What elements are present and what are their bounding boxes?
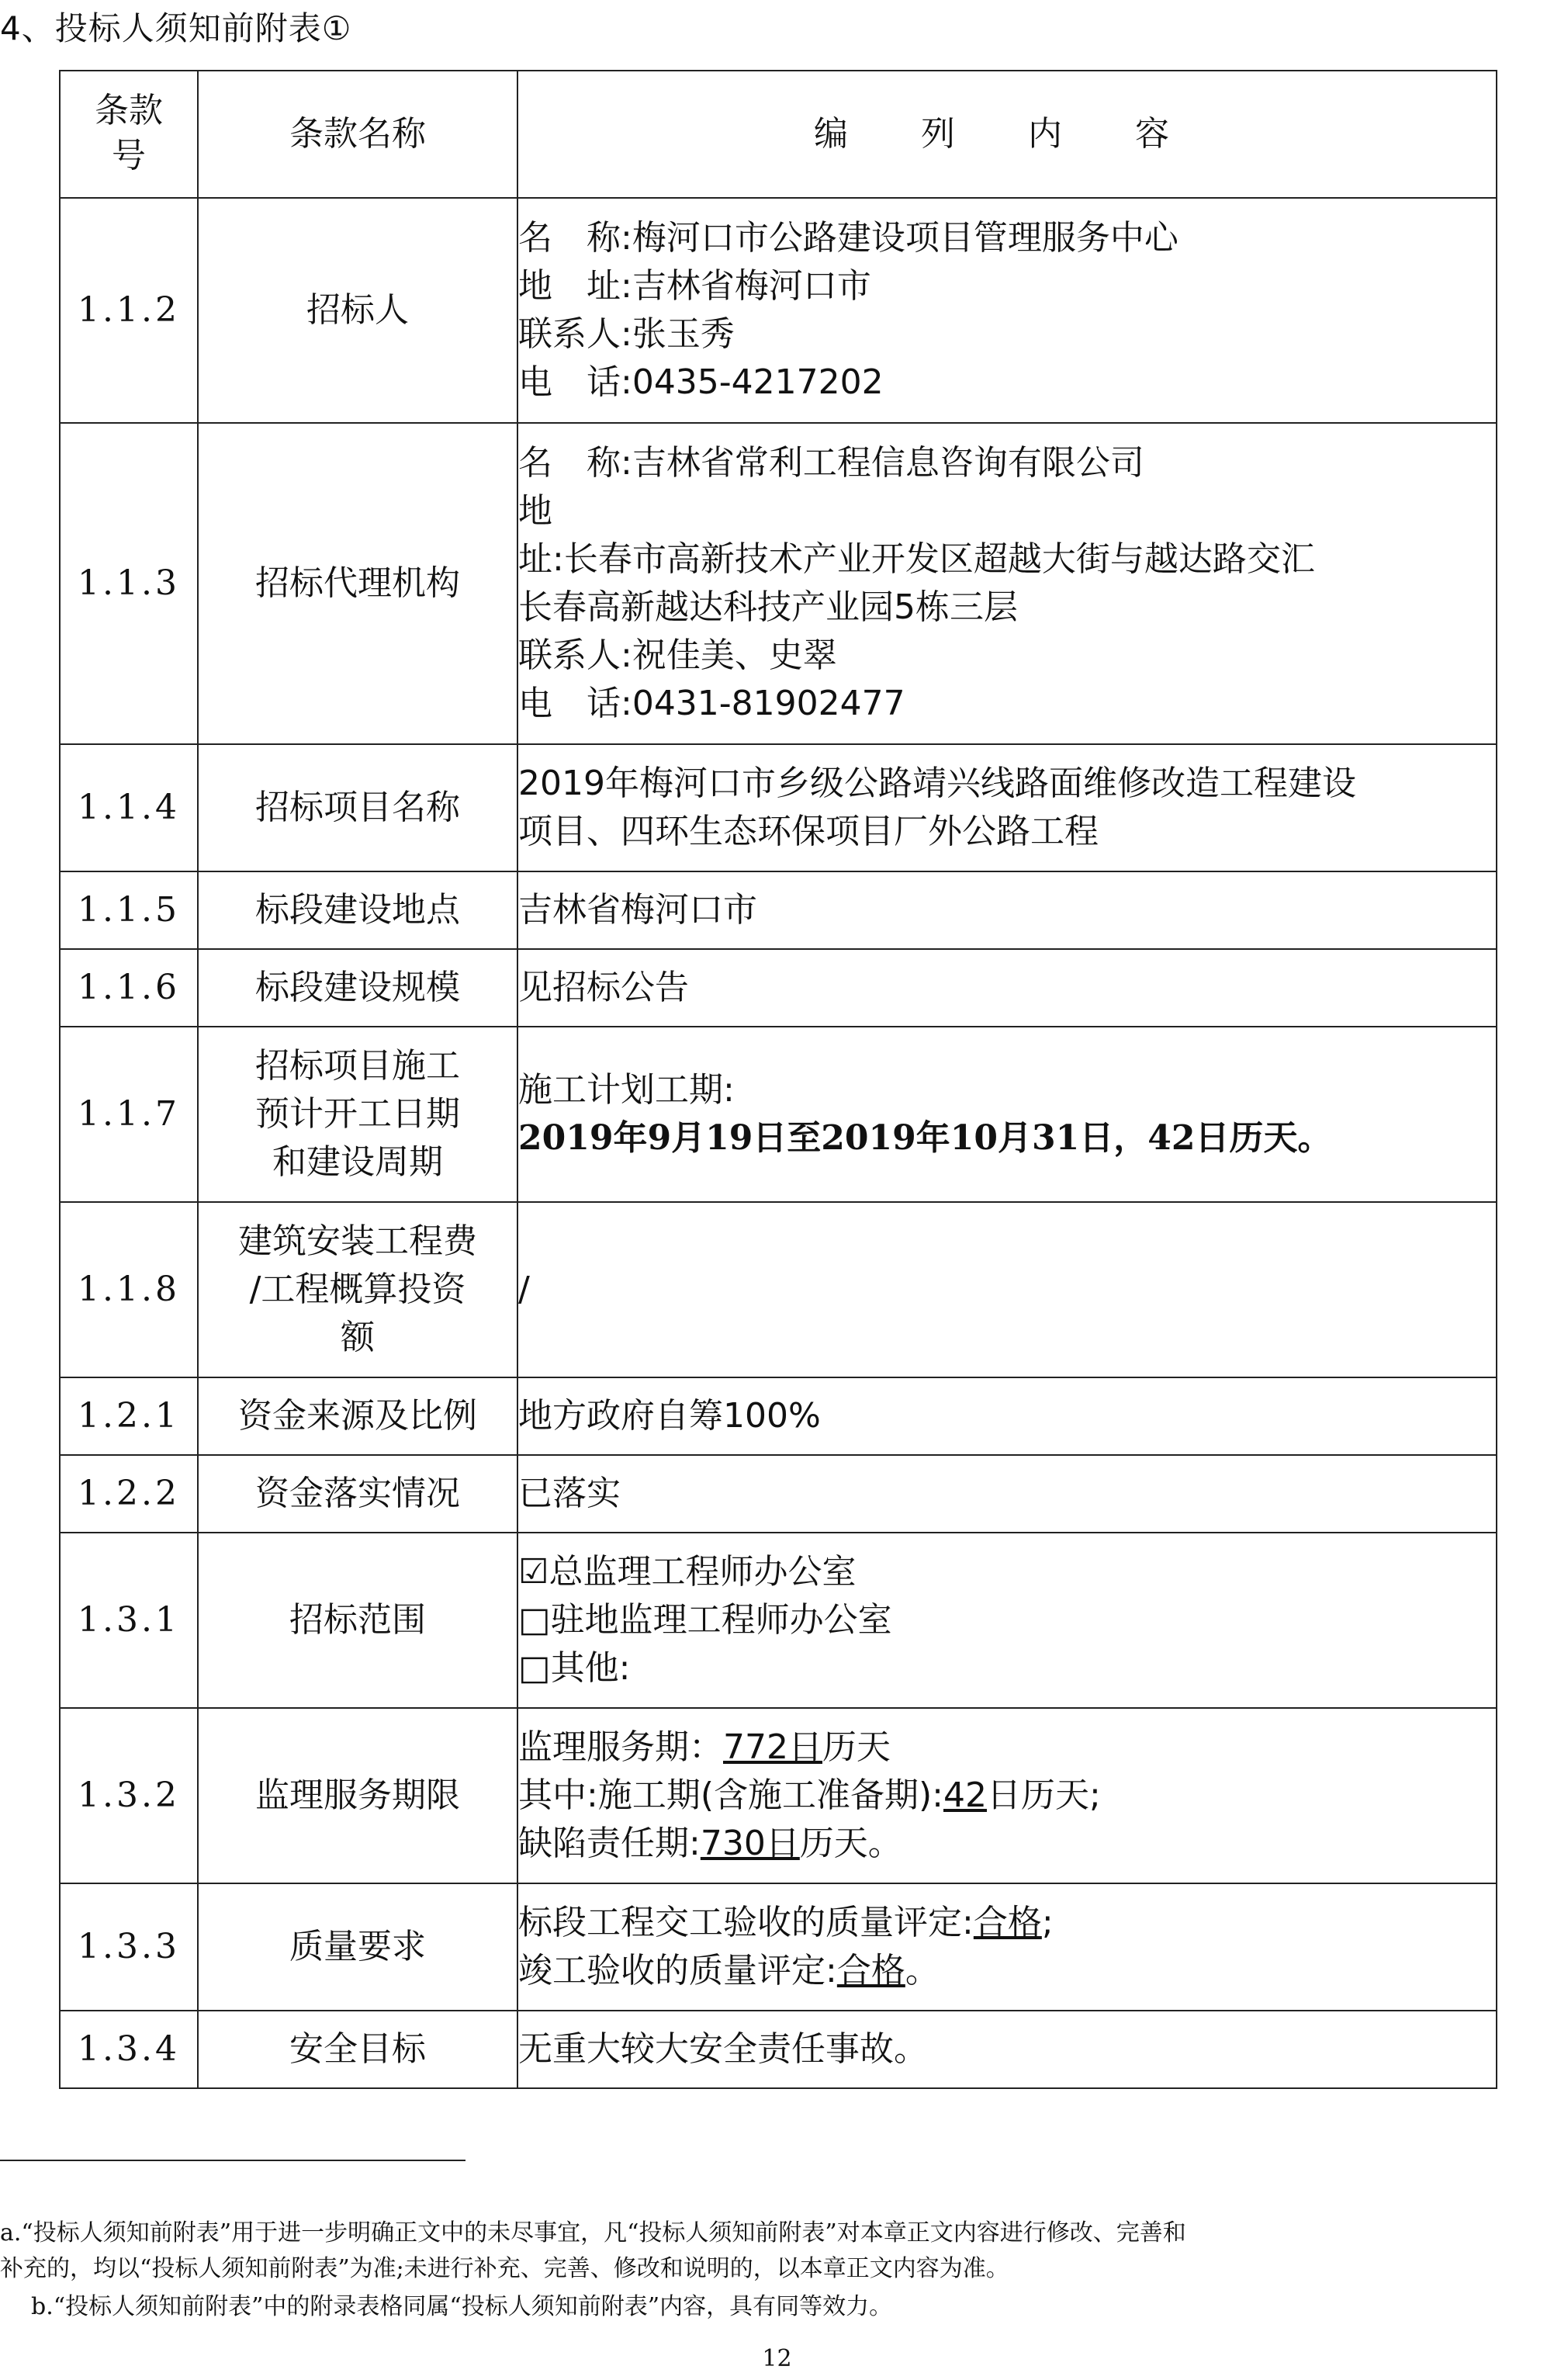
table-row bbox=[60, 1883, 1497, 2011]
header-clause-name: 条款名称 bbox=[198, 71, 517, 198]
clause-content: / bbox=[517, 1202, 1497, 1377]
table-row bbox=[60, 949, 1497, 1027]
clause-name: 资金落实情况 bbox=[198, 1455, 517, 1533]
table-row bbox=[60, 198, 1497, 423]
clause-no: 1.2.2 bbox=[60, 1455, 198, 1533]
service-days: 772日 bbox=[723, 1727, 822, 1767]
clause-name: 安全目标 bbox=[198, 2011, 517, 2088]
clause-no: 1.1.4 bbox=[60, 744, 198, 871]
clause-no: 1.1.8 bbox=[60, 1202, 198, 1377]
clause-name: 招标项目施工 预计开工日期 和建设周期 bbox=[198, 1027, 517, 1202]
clause-name: 招标人 bbox=[198, 198, 517, 423]
clause-name: 监理服务期限 bbox=[198, 1708, 517, 1883]
footnote-a-line2: 补充的，均以“投标人须知前附表”为准;未进行补充、完善、修改和说明的，以本章正文内容为准。 bbox=[0, 2255, 1009, 2282]
checkbox-resident-supervisor: □驻地监理工程师办公室 bbox=[518, 1600, 892, 1640]
table-row bbox=[60, 1708, 1497, 1883]
clause-name: 招标项目名称 bbox=[198, 744, 517, 871]
table-header-row bbox=[60, 71, 1497, 198]
header-content: 编 列 内 容 bbox=[517, 71, 1497, 198]
table-row bbox=[60, 423, 1497, 744]
footnote-b: b.“投标人须知前附表”中的附录表格同属“投标人须知前附表”内容，具有同等效力。 bbox=[31, 2293, 893, 2320]
clause-content bbox=[517, 1533, 1497, 1708]
clause-no: 1.3.3 bbox=[60, 1883, 198, 2011]
bidder-instructions-table bbox=[59, 70, 1497, 2089]
clause-name: 质量要求 bbox=[198, 1883, 517, 2011]
header-clause-no: 条款号 bbox=[60, 71, 198, 198]
table-row bbox=[60, 871, 1497, 949]
table-row bbox=[60, 2011, 1497, 2088]
clause-name: 招标范围 bbox=[198, 1533, 517, 1708]
clause-no: 1.3.2 bbox=[60, 1708, 198, 1883]
clause-content: 地方政府自筹100% bbox=[517, 1377, 1497, 1455]
clause-content: 标段工程交工验收的质量评定:合格; 竣工验收的质量评定:合格。 bbox=[517, 1883, 1497, 2011]
defect-days: 730日 bbox=[700, 1824, 800, 1863]
clause-content: 已落实 bbox=[517, 1455, 1497, 1533]
clause-no: 1.1.6 bbox=[60, 949, 198, 1027]
clause-no: 1.3.4 bbox=[60, 2011, 198, 2088]
clause-content: 2019年梅河口市乡级公路靖兴线路面维修改造工程建设 项目、四环生态环保项目厂外公路工程 bbox=[517, 744, 1497, 871]
table-row bbox=[60, 1533, 1497, 1708]
clause-no: 1.1.2 bbox=[60, 198, 198, 423]
page-heading: 4、投标人须知前附表① bbox=[0, 9, 352, 47]
footnote-a-line1: a.“投标人须知前附表”用于进一步明确正文中的未尽事宜，凡“投标人须知前附表”对本章正文内容进行修改、完善和 bbox=[0, 2219, 1186, 2247]
construction-period: 2019年9月19日至2019年10月31日，42日历天。 bbox=[518, 1118, 1332, 1158]
clause-name: 标段建设地点 bbox=[198, 871, 517, 949]
clause-no: 1.2.1 bbox=[60, 1377, 198, 1455]
table-row bbox=[60, 1202, 1497, 1377]
table-row bbox=[60, 1377, 1497, 1455]
clause-name: 标段建设规模 bbox=[198, 949, 517, 1027]
clause-content: 名 称:吉林省常利工程信息咨询有限公司 地 址:长春市高新技术产业开发区超越大街与越达路交汇 长春高新越达科技产业园5栋三层 联系人:祝佳美、史翠 电 话:0431-81902477 bbox=[517, 423, 1497, 744]
clause-name: 招标代理机构 bbox=[198, 423, 517, 744]
clause-no: 1.1.7 bbox=[60, 1027, 198, 1202]
clause-content: 施工计划工期: 2019年9月19日至2019年10月31日，42日历天。 bbox=[517, 1027, 1497, 1202]
checkbox-other: □其他: bbox=[518, 1648, 631, 1688]
table-row bbox=[60, 1455, 1497, 1533]
clause-no: 1.1.5 bbox=[60, 871, 198, 949]
clause-no: 1.1.3 bbox=[60, 423, 198, 744]
clause-content: 吉林省梅河口市 bbox=[517, 871, 1497, 949]
clause-name: 建筑安装工程费 /工程概算投资 额 bbox=[198, 1202, 517, 1377]
checkbox-chief-supervisor: ☑总监理工程师办公室 bbox=[518, 1552, 857, 1592]
page-number: 12 bbox=[762, 2345, 792, 2372]
clause-content: 名 称:梅河口市公路建设项目管理服务中心 地 址:吉林省梅河口市 联系人:张玉秀 电 话:0435-4217202 bbox=[517, 198, 1497, 423]
clause-content: 见招标公告 bbox=[517, 949, 1497, 1027]
table-row bbox=[60, 744, 1497, 871]
clause-name: 资金来源及比例 bbox=[198, 1377, 517, 1455]
table-row bbox=[60, 1027, 1497, 1202]
clause-content: 无重大较大安全责任事故。 bbox=[517, 2011, 1497, 2088]
construction-days: 42 bbox=[943, 1775, 987, 1815]
clause-content: 监理服务期：772日历天 其中:施工期(含施工准备期):42日历天; 缺陷责任期:730日历天。 bbox=[517, 1708, 1497, 1883]
clause-no: 1.3.1 bbox=[60, 1533, 198, 1708]
footnote-divider bbox=[0, 2160, 466, 2161]
